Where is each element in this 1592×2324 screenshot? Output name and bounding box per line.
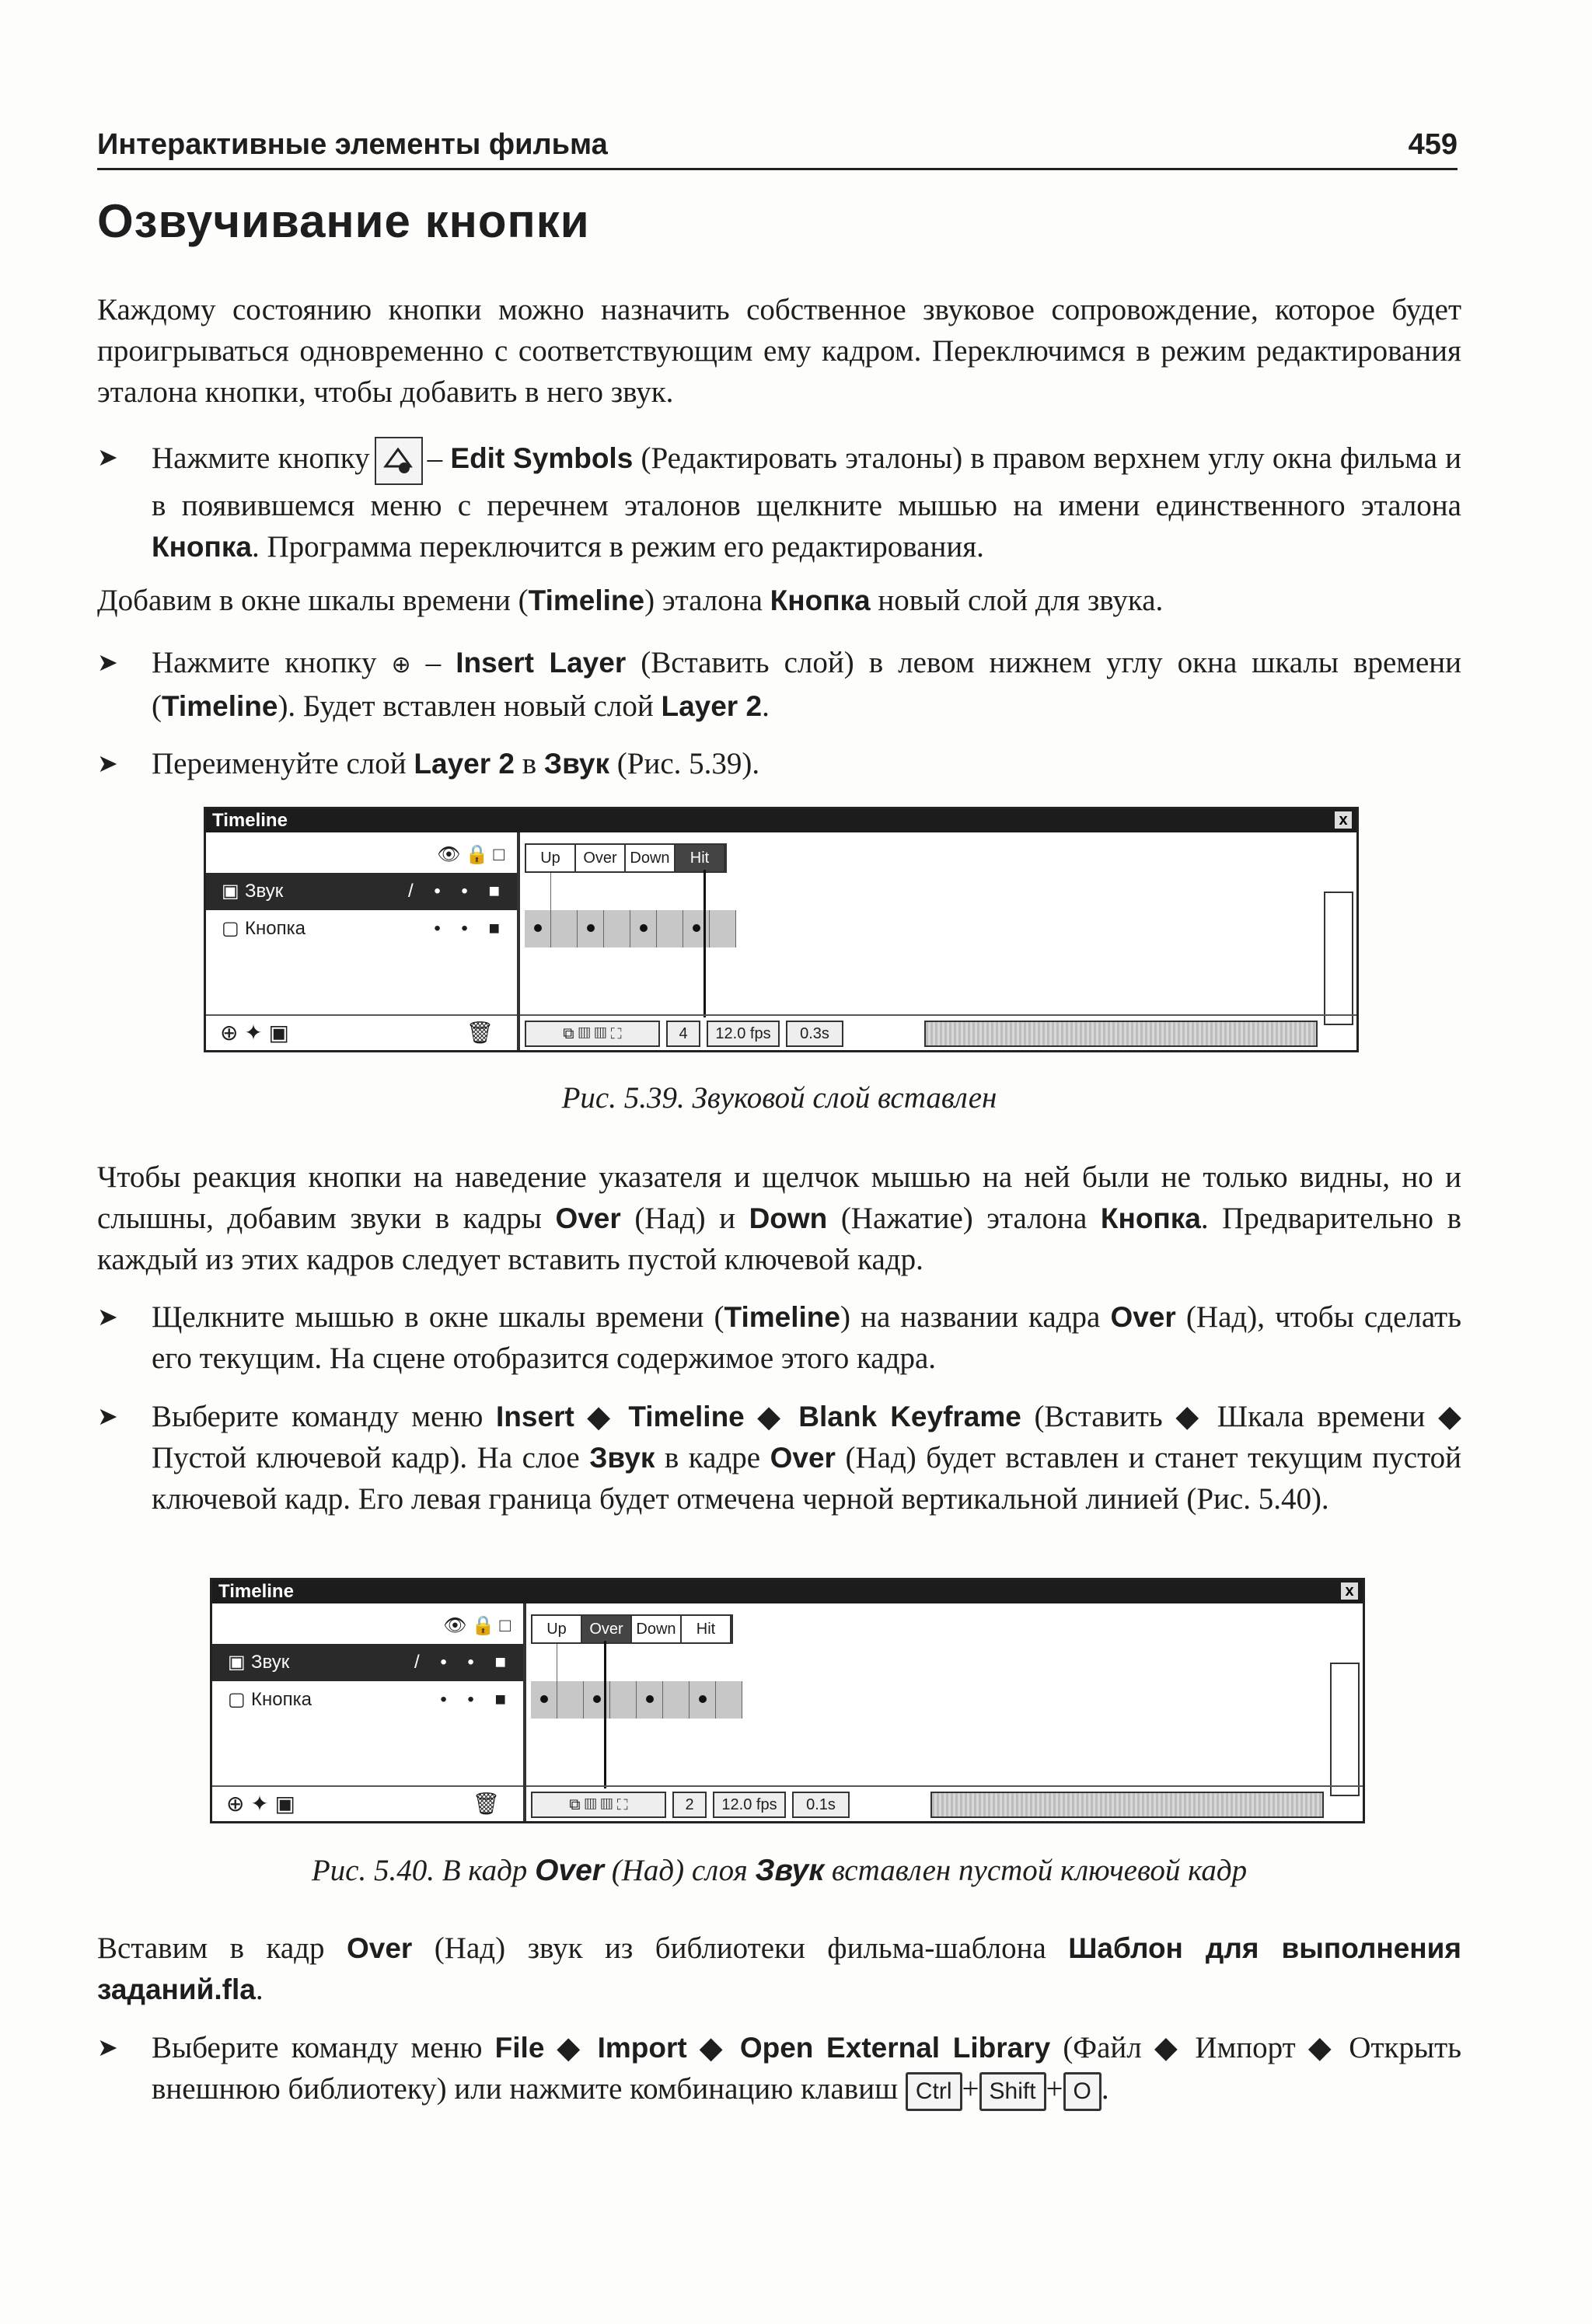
frame-row-zvuk[interactable] <box>531 1644 557 1681</box>
paragraph-4: Вставим в кадр Over (Над) звук из библиотеки фильма-шаблона Шаблон для выполнения заданий.fla. <box>97 1931 1461 2006</box>
close-icon[interactable]: x <box>1335 811 1352 829</box>
frames-area <box>526 1603 1363 1821</box>
paragraph-1: Каждому состоянию кнопки можно назначить собственное звуковое сопровождение, которое будет проигрываться одновременно с соответствующим ему кадром. Переключимся в режим редактирования эталона кнопки, чтобы добавить в него звук. <box>97 293 1461 409</box>
bullet-arrow-icon: ➤ <box>97 1401 118 1431</box>
page-number: 459 <box>1408 128 1458 161</box>
bullet-rename-layer: ➤ Переименуйте слой Layer 2 в Звук (Рис. 5.39). <box>97 743 1461 784</box>
layer-header-icons: 👁🔒□ <box>437 844 509 865</box>
frame-rate: 12.0 fps <box>713 1792 786 1818</box>
frames-area <box>520 832 1356 1050</box>
frame-rate: 12.0 fps <box>707 1021 780 1047</box>
key-o: O <box>1063 2072 1101 2111</box>
layer-footer <box>206 1014 517 1050</box>
key-ctrl: Ctrl <box>906 2072 962 2111</box>
onion-skin-buttons[interactable]: ⧉ ▥ ▥ ⛶ <box>531 1792 666 1818</box>
layer-header-icons: 👁🔒□ <box>443 1615 515 1636</box>
figure-caption-5-39: Рис. 5.39. Звуковой слой вставлен <box>561 1081 997 1115</box>
frame-label-over[interactable]: Over <box>582 1616 632 1642</box>
timeline-title-bar: Timeline x <box>212 1580 1363 1603</box>
frame-labels <box>525 843 727 873</box>
bullet-arrow-icon: ➤ <box>97 2033 118 2062</box>
bullet-open-library: ➤ Выберите команду меню File ◆ Import ◆ Open External Library (Файл ◆ Импорт ◆ Открыть внешнюю библиотеку) или нажмите комбинацию клавиш Ctrl + Shift + O . <box>97 2027 1461 2111</box>
layer-icon: ▣ <box>228 1652 246 1673</box>
frame-row-knopka[interactable] <box>531 1681 742 1719</box>
frame-label-down[interactable]: Down <box>626 845 676 871</box>
bullet-arrow-icon: ➤ <box>97 748 118 778</box>
timeline-panel-fig-5-39 <box>204 807 1359 1052</box>
trash-icon[interactable]: 🗑 <box>466 1021 494 1045</box>
trash-icon[interactable]: 🗑 <box>472 1792 500 1816</box>
frame-label-up[interactable]: Up <box>526 845 576 871</box>
layer-row-knopka[interactable]: ▢ Кнопка • • ■ <box>206 910 517 947</box>
layer-row-zvuk[interactable]: ▣ Звук / • • ■ <box>212 1644 523 1681</box>
frame-labels <box>531 1614 733 1644</box>
section-heading: Озвучивание кнопки <box>97 195 590 247</box>
frame-label-down[interactable]: Down <box>632 1616 682 1642</box>
bullet-arrow-icon: ➤ <box>97 442 118 472</box>
paragraph-3: Чтобы реакция кнопки на наведение указателя и щелчок мышью на ней были не только видны, но и слышны, добавим звуки в кадры Over (Над) и Down (Нажатие) эталона Кнопка. Предварительно в каждый из этих кадров следует вставить пустой ключевой кадр. <box>97 1160 1461 1276</box>
bullet-arrow-icon: ➤ <box>97 647 118 677</box>
frame-label-hit[interactable]: Hit <box>682 1616 731 1642</box>
timeline-status-bar <box>520 1014 1356 1050</box>
timeline-title-bar: Timeline x <box>206 809 1356 832</box>
paragraph-2: Добавим в окне шкалы времени (Timeline) эталона Кнопка новый слой для звука. <box>97 584 1164 617</box>
current-frame: 4 <box>666 1021 700 1047</box>
playhead[interactable] <box>703 870 706 1017</box>
edit-symbols-icon <box>375 437 423 485</box>
insert-layer-icon: ⊕ <box>391 651 411 679</box>
current-frame: 2 <box>672 1792 707 1818</box>
bullet-edit-symbols: ➤ Нажмите кнопку – Edit Symbols (Редактировать эталоны) в правом верхнем углу окна фильма и в появившемся меню с перечнем эталонов щелкните мышью на имени единственного эталона Кнопка. Программа переключится в режим его редактирования. <box>97 437 1461 567</box>
insert-layer-icon[interactable]: ⊕ ✦ ▣ <box>220 1021 289 1045</box>
insert-layer-icon[interactable]: ⊕ ✦ ▣ <box>226 1792 295 1816</box>
vertical-scrollbar[interactable] <box>1324 892 1353 1025</box>
vertical-scrollbar[interactable] <box>1330 1663 1360 1796</box>
header-title: Интерактивные элементы фильма <box>97 128 608 161</box>
close-icon[interactable]: x <box>1341 1582 1358 1600</box>
frame-label-up[interactable]: Up <box>532 1616 582 1642</box>
layer-icon: ▣ <box>222 881 239 902</box>
elapsed-time: 0.1s <box>792 1792 850 1818</box>
bullet-insert-layer: ➤ Нажмите кнопку ⊕ – Insert Layer (Вставить слой) в левом нижнем углу окна шкалы времени (Timeline). Будет вставлен новый слой Layer 2. <box>97 642 1461 727</box>
layer-footer <box>212 1785 523 1821</box>
running-header <box>97 124 1458 170</box>
playhead[interactable] <box>604 1641 606 1788</box>
layer-icon: ▢ <box>228 1689 246 1710</box>
horizontal-scrollbar[interactable] <box>924 1021 1318 1047</box>
frame-label-over[interactable]: Over <box>576 845 626 871</box>
bullet-blank-keyframe: ➤ Выберите команду меню Insert ◆ Timeline ◆ Blank Keyframe (Вставить ◆ Шкала времени ◆ Пустой ключевой кадр). На слое Звук в кадре Over (Над) будет вставлен и станет текущим пустой ключевой кадр. Его левая граница будет отмечена черной вертикальной линией (Рис. 5.40). <box>97 1396 1461 1520</box>
timeline-status-bar <box>526 1785 1363 1821</box>
timeline-panel-fig-5-40 <box>210 1578 1365 1823</box>
layer-icon: ▢ <box>222 918 239 939</box>
bullet-arrow-icon: ➤ <box>97 1302 118 1331</box>
horizontal-scrollbar[interactable] <box>930 1792 1324 1818</box>
key-shift: Shift <box>979 2072 1046 2111</box>
layer-row-knopka[interactable]: ▢ Кнопка • • ■ <box>212 1681 523 1719</box>
frame-row-zvuk[interactable] <box>525 873 551 910</box>
layer-row-zvuk[interactable]: ▣ Звук / • • ■ <box>206 873 517 910</box>
layer-list <box>206 832 520 1050</box>
figure-caption-5-40: Рис. 5.40. В кадр Over (Над) слоя Звук вставлен пустой ключевой кадр <box>311 1854 1248 1887</box>
elapsed-time: 0.3s <box>786 1021 843 1047</box>
bullet-click-over: ➤ Щелкните мышью в окне шкалы времени (Timeline) на названии кадра Over (Над), чтобы сделать его текущим. На сцене отобразится содержимое этого кадра. <box>97 1296 1461 1379</box>
frame-label-hit[interactable]: Hit <box>676 845 725 871</box>
onion-skin-buttons[interactable]: ⧉ ▥ ▥ ⛶ <box>525 1021 660 1047</box>
layer-list <box>212 1603 526 1821</box>
